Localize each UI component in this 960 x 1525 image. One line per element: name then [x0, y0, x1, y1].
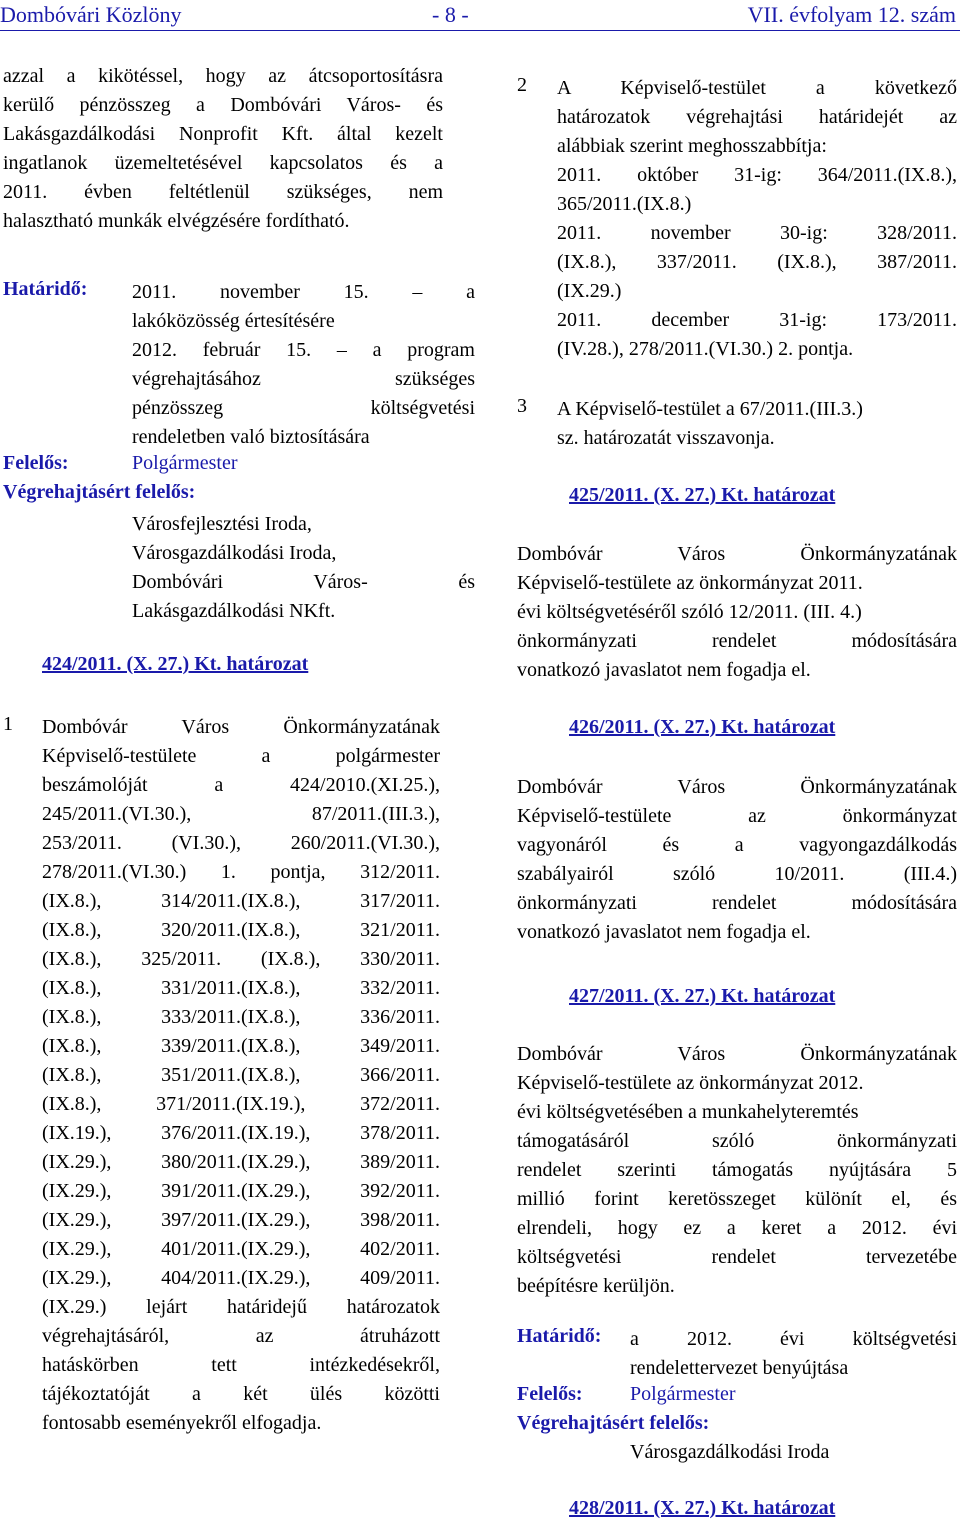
text-line: Képviselő-testülete az önkormányzat	[517, 805, 957, 827]
responsible-value: Polgármester	[132, 452, 238, 474]
text-line: hatáskörben tett intézkedésekről,	[42, 1354, 440, 1376]
text-line: Képviselő-testülete a polgármester	[42, 745, 440, 767]
text-line: A Képviselő-testület a 67/2011.(III.3.)	[557, 398, 863, 420]
item-2-number: 2	[517, 74, 527, 96]
text-line: végrehajtásáról, az átruházott	[42, 1325, 440, 1347]
text-line: (IX.29.), 380/2011.(IX.29.), 389/2011.	[42, 1151, 440, 1173]
text-line: Dombóvár Város Önkormányzatának	[517, 776, 957, 798]
publication-title: Dombóvári Közlöny	[0, 2, 182, 27]
page-header	[0, 0, 960, 31]
item-2-text	[557, 74, 957, 364]
text-line: 253/2011. (VI.30.), 260/2011.(VI.30.),	[42, 832, 440, 854]
text-line: rendelet szerinti támogatás nyújtására 5	[517, 1159, 957, 1181]
resolution-427-text	[517, 1040, 957, 1301]
text-line: (IX.29.), 401/2011.(IX.29.), 402/2011.	[42, 1238, 440, 1260]
text-line: elrendeli, hogy ez a keret a 2012. évi	[517, 1217, 957, 1239]
item-3-text	[557, 395, 957, 453]
resolution-426-title: 426/2011. (X. 27.) Kt. határozat	[569, 716, 836, 738]
text-line: 2011. december 31-ig: 173/2011.	[557, 309, 957, 331]
text-line: A Képviselő-testület a következő	[557, 77, 957, 99]
text-line: Városfejlesztési Iroda,	[132, 513, 312, 535]
text-line: fontosabb eseményekről elfogadja.	[42, 1412, 322, 1434]
text-line: 2011. október 31-ig: 364/2011.(IX.8.),	[557, 164, 957, 186]
text-line: lakóközösség értesítésére	[132, 310, 335, 332]
intro-paragraph	[3, 62, 443, 236]
text-line: vonatkozó javaslatot nem fogadja el.	[517, 921, 811, 943]
text-line: Lakásgazdálkodási Nonprofit Kft. által kezelt	[3, 123, 443, 145]
issue-label: VII. évfolyam 12. szám	[747, 2, 956, 27]
text-line: (IX.8.), 331/2011.(IX.8.), 332/2011.	[42, 977, 440, 999]
text-line: 2011. november 15. – a	[132, 281, 475, 303]
text-line: a 2012. évi költségvetési	[630, 1328, 957, 1350]
text-line: önkormányzati rendelet módosítására	[517, 892, 957, 914]
text-line: vagyonáról és a vagyongazdálkodás	[517, 834, 957, 856]
text-line: beszámolóját a 424/2010.(XI.25.),	[42, 774, 440, 796]
resolution-426-text	[517, 773, 957, 947]
exec-427-label: Végrehajtásért felelős:	[517, 1412, 710, 1434]
responsible-label: Felelős:	[3, 452, 69, 474]
deadline-text	[132, 278, 475, 452]
text-line: rendeletben való biztosítására	[132, 426, 370, 448]
text-line: határozatok végrehajtási határidejét az	[557, 106, 957, 128]
text-line: önkormányzati rendelet módosítására	[517, 630, 957, 652]
text-line: halasztható munkák elvégzésére fordítható.	[3, 210, 350, 232]
exec-427-value: Városgazdálkodási Iroda	[630, 1441, 830, 1463]
responsible-427-value: Polgármester	[630, 1383, 736, 1405]
text-line: tájékoztatóját a két ülés közötti	[42, 1383, 440, 1405]
resolution-425-title: 425/2011. (X. 27.) Kt. határozat	[569, 484, 836, 506]
text-line: Lakásgazdálkodási NKft.	[132, 600, 336, 622]
text-line: (IX.8.), 314/2011.(IX.8.), 317/2011.	[42, 890, 440, 912]
text-line: azzal a kikötéssel, hogy az átcsoportosításra	[3, 65, 443, 87]
responsible-427-label: Felelős:	[517, 1383, 583, 1405]
text-line: (IX.8.), 333/2011.(IX.8.), 336/2011.	[42, 1006, 440, 1028]
text-line: (IX.29.), 391/2011.(IX.29.), 392/2011.	[42, 1180, 440, 1202]
text-line: (IX.29.) lejárt határidejű határozatok	[42, 1296, 440, 1318]
text-line: Dombóvári Város- és	[132, 571, 475, 593]
item-1-text	[42, 713, 440, 1438]
resolution-427-title: 427/2011. (X. 27.) Kt. határozat	[569, 985, 836, 1007]
text-line: (IX.19.), 376/2011.(IX.19.), 378/2011.	[42, 1122, 440, 1144]
item-3-number: 3	[517, 395, 527, 417]
text-line: pénzösszeg költségvetési	[132, 397, 475, 419]
text-line: 365/2011.(IX.8.)	[557, 193, 692, 215]
deadline-label: Határidő:	[3, 278, 88, 300]
text-line: költségvetési rendelet tervezetébe	[517, 1246, 957, 1268]
text-line: (IX.29.)	[557, 280, 622, 302]
deadline-427-text	[630, 1325, 957, 1383]
item-1-number: 1	[3, 713, 13, 735]
text-line: évi költségvetésében a munkahelyteremtés	[517, 1101, 859, 1123]
text-line: kerülő pénzösszeg a Dombóvári Város- és	[3, 94, 443, 116]
text-line: Képviselő-testülete az önkormányzat 2012.	[517, 1072, 864, 1094]
text-line: (IX.29.), 397/2011.(IX.29.), 398/2011.	[42, 1209, 440, 1231]
text-line: ingatlanok üzemeltetésével kapcsolatos és a	[3, 152, 443, 174]
resolution-428-title: 428/2011. (X. 27.) Kt. határozat	[569, 1497, 836, 1519]
text-line: sz. határozatát visszavonja.	[557, 427, 775, 449]
text-line: 245/2011.(VI.30.), 87/2011.(III.3.),	[42, 803, 440, 825]
text-line: Képviselő-testülete az önkormányzat 2011.	[517, 572, 863, 594]
text-line: évi költségvetéséről szóló 12/2011. (III. 4.)	[517, 601, 862, 623]
text-line: (IX.8.), 320/2011.(IX.8.), 321/2011.	[42, 919, 440, 941]
text-line: millió forint keretösszeget különít el, és	[517, 1188, 957, 1210]
resolution-425-text	[517, 540, 957, 685]
exec-list	[132, 510, 475, 626]
text-line: Dombóvár Város Önkormányzatának	[517, 1043, 957, 1065]
text-line: végrehajtásához szükséges	[132, 368, 475, 390]
text-line: (IV.28.), 278/2011.(VI.30.) 2. pontja.	[557, 338, 854, 360]
resolution-424-title: 424/2011. (X. 27.) Kt. határozat	[42, 653, 309, 675]
text-line: alábbiak szerint meghosszabbítja:	[557, 135, 827, 157]
deadline-427-label: Határidő:	[517, 1325, 602, 1347]
text-line: vonatkozó javaslatot nem fogadja el.	[517, 659, 811, 681]
text-line: támogatásáról szóló önkormányzati	[517, 1130, 957, 1152]
text-line: rendelettervezet benyújtása	[630, 1357, 849, 1379]
text-line: 2011. évben feltétlenül szükséges, nem	[3, 181, 443, 203]
text-line: szabályairól szóló 10/2011. (III.4.)	[517, 863, 957, 885]
text-line: beépítésre kerüljön.	[517, 1275, 675, 1297]
text-line: (IX.8.), 337/2011. (IX.8.), 387/2011.	[557, 251, 957, 273]
text-line: (IX.8.), 339/2011.(IX.8.), 349/2011.	[42, 1035, 440, 1057]
page-number: - 8 -	[432, 2, 469, 27]
text-line: 2011. november 30-ig: 328/2011.	[557, 222, 957, 244]
text-line: 278/2011.(VI.30.) 1. pontja, 312/2011.	[42, 861, 440, 883]
text-line: (IX.8.), 325/2011. (IX.8.), 330/2011.	[42, 948, 440, 970]
text-line: (IX.29.), 404/2011.(IX.29.), 409/2011.	[42, 1267, 440, 1289]
text-line: (IX.8.), 351/2011.(IX.8.), 366/2011.	[42, 1064, 440, 1086]
text-line: 2012. február 15. – a program	[132, 339, 475, 361]
text-line: (IX.8.), 371/2011.(IX.19.), 372/2011.	[42, 1093, 440, 1115]
exec-label: Végrehajtásért felelős:	[3, 481, 196, 503]
text-line: Dombóvár Város Önkormányzatának	[42, 716, 440, 738]
text-line: Dombóvár Város Önkormányzatának	[517, 543, 957, 565]
text-line: Városgazdálkodási Iroda,	[132, 542, 337, 564]
